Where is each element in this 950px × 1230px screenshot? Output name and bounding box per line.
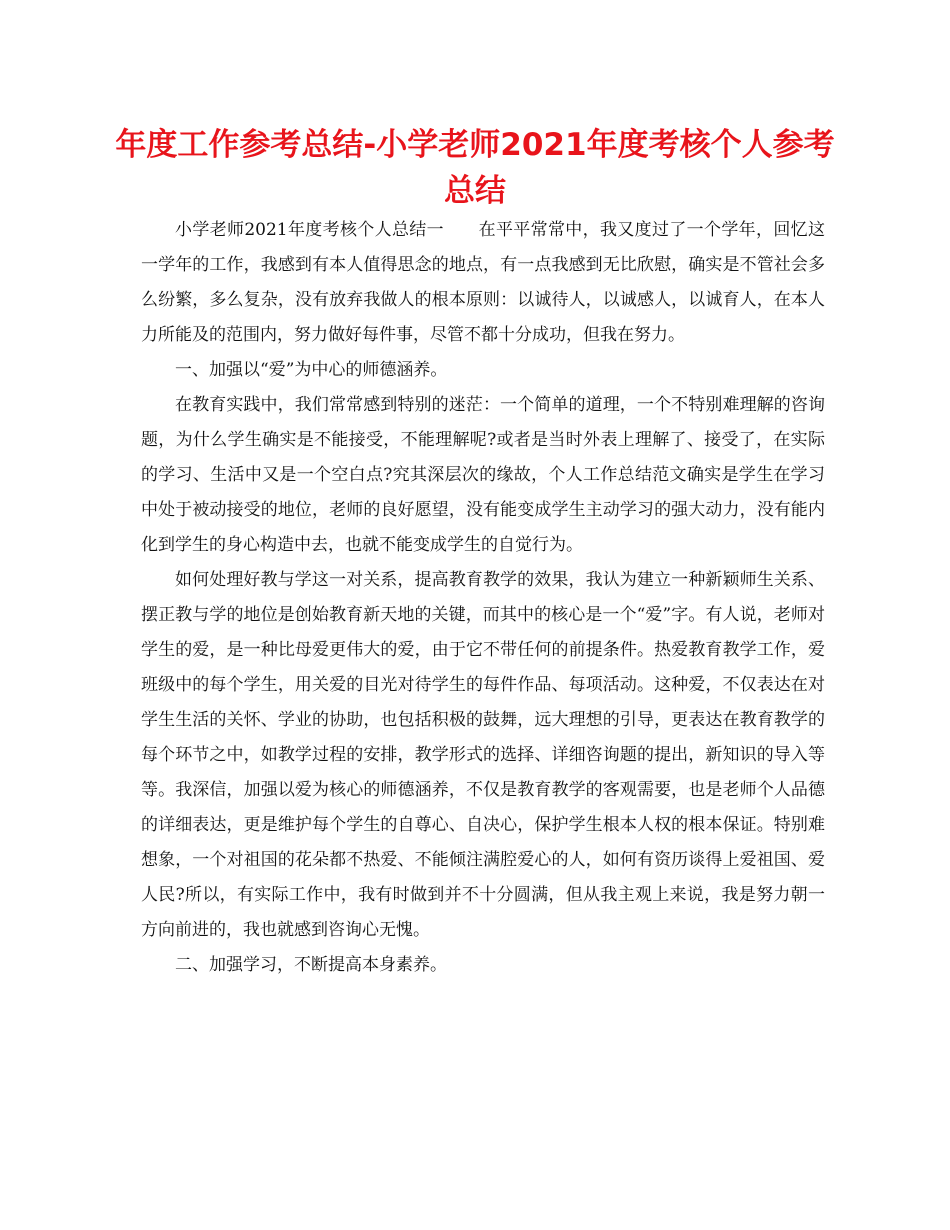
body-paragraph: 在教育实践中，我们常常感到特别的迷茫：一个简单的道理，一个不特别难理解的咨询题，为什么学生确实是不能接受，不能理解呢?或者是当时外表上理解了、接受了，在实际的学习、生活中又是一个空白点?究其深层次的缘故，个人工作总结范文确实是学生在学习中处于被动接受的地位，老师的良好愿望，没有能变成学生主动学习的强大动力，没有能内化到学生的身心构造中去，也就不能变成学生的自觉行为。: [141, 395, 825, 555]
document-title: 年度工作参考总结-小学老师2021年度考核个人参考总结: [115, 127, 835, 209]
section-heading-2: 二、加强学习，不断提高本身素养。: [175, 955, 447, 975]
body-paragraph: 如何处理好教与学这一对关系，提高教育教学的效果，我认为建立一种新颖师生关系、摆正教与学的地位是创始教育新天地的关键，而其中的核心是一个“爱”字。有人说，老师对学生的爱，是一种比母爱更伟大的爱，由于它不带任何的前提条件。热爱教育教学工作，爱班级中的每个学生，用关爱的目光对待学生的每件作品、每项活动。这种爱，不仅表达在对学生生活的关怀、学业的协助，也包括积极的鼓舞，远大理想的引导，更表达在教育教学的每个环节之中，如教学过程的安排，教学形式的选择、详细咨询题的提出，新知识的导入等等。我深信，加强以爱为核心的师德涵养，不仅是教育教学的客观需要，也是老师个人品德的详细表达，更是维护每个学生的自尊心、自决心，保护学生根本人权的根本保证。特别难想象，一个对祖国的花朵都不热爱、不能倾注满腔爱心的人，如何有资历谈得上爱祖国、爱人民?所以，有实际工作中，我有时做到并不十分圆满，但从我主观上来说，我是努力朝一方向前进的，我也就感到咨询心无愧。: [141, 570, 825, 940]
document-body: [141, 213, 825, 983]
section-heading-1: 一、加强以“爱”为中心的师德涵养。: [175, 360, 448, 380]
intro-paragraph: 小学老师2021年度考核个人总结一 在平平常常中，我又度过了一个学年，回忆这一学年的工作，我感到有本人值得思念的地点，有一点我感到无比欣慰，确实是不管社会多么纷繁，多么复杂，没有放弃我做人的根本原则：以诚待人，以诚感人，以诚育人，在本人力所能及的范围内，努力做好每件事，尽管不都十分成功，但我在努力。: [141, 220, 825, 345]
